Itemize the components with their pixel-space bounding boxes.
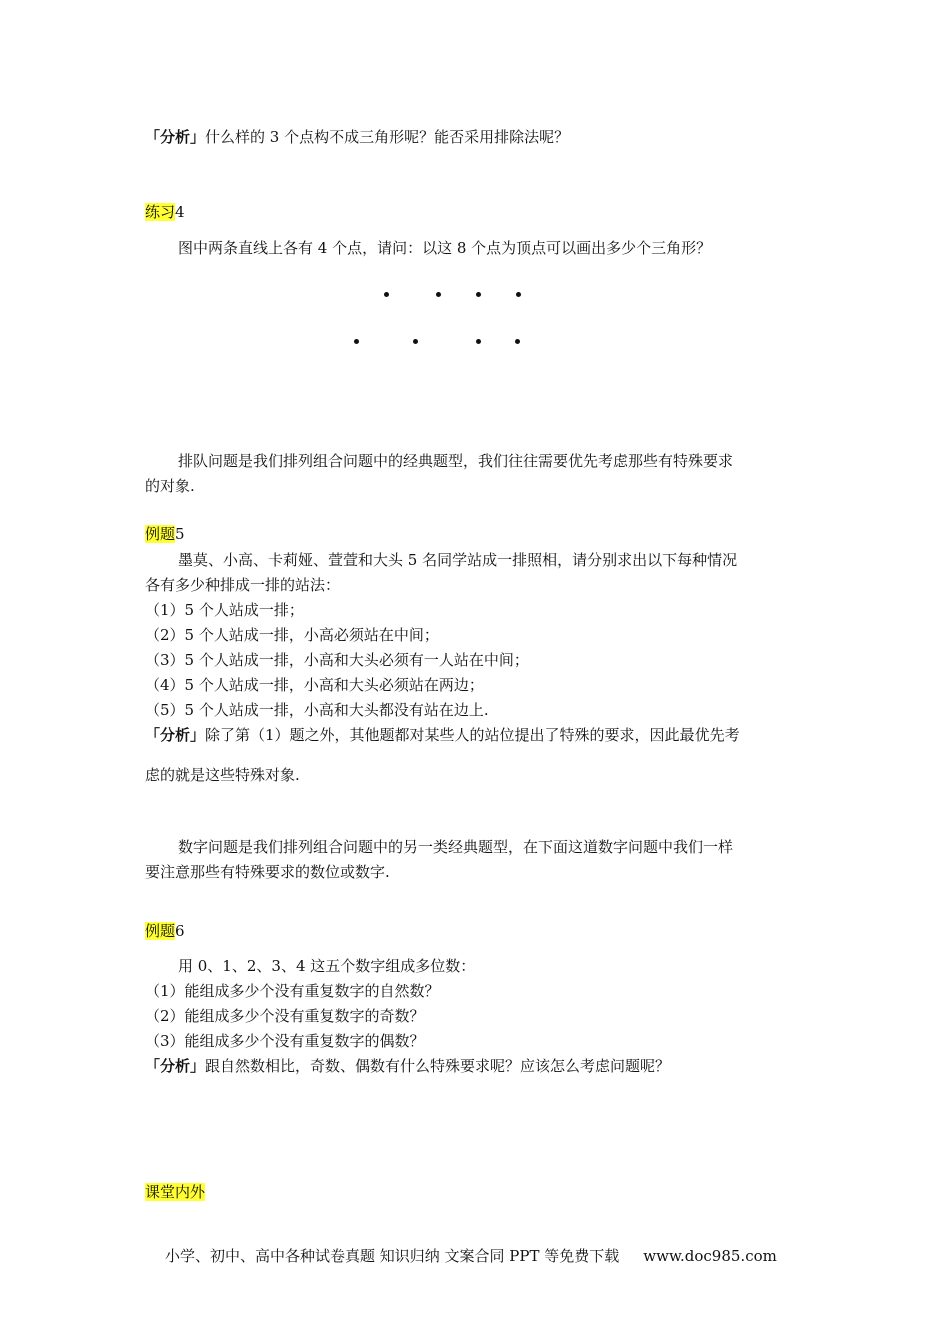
intro-paragraph-2-line-2: 要注意那些有特殊要求的数位或数字. <box>145 863 390 881</box>
example-6-question: 用 0、1、2、3、4 这五个数字组成多位数： <box>178 957 476 975</box>
section-label: 课堂内外 <box>145 1183 206 1201</box>
point <box>413 339 418 344</box>
point <box>384 292 389 297</box>
footer-text: 小学、初中、高中各种试卷真题 知识归纳 文案合同 PPT 等免费下载 <box>165 1247 620 1265</box>
analysis-paragraph <box>145 127 569 147</box>
example-5-question-line-2: 各有多少种排成一排的站法： <box>145 576 341 594</box>
example-5-question-line-1: 墨莫、小高、卡莉娅、萱萱和大头 5 名同学站成一排照相，请分别求出以下每种情况 <box>178 551 738 569</box>
example-label: 例题 <box>145 525 176 543</box>
page-footer <box>165 1246 777 1266</box>
point <box>354 339 359 344</box>
point <box>516 292 521 297</box>
analysis-text: 什么样的 3 个点构不成三角形呢？能否采用排除法呢？ <box>205 128 570 146</box>
example-5-analysis-line-2: 虑的就是这些特殊对象. <box>145 766 300 784</box>
intro-paragraph-1-line-2: 的对象. <box>145 477 195 495</box>
example-number: 6 <box>175 922 185 940</box>
example-label: 例题 <box>145 922 176 940</box>
point <box>476 339 481 344</box>
example-5-item: （4）5 个人站成一排，小高和大头必须站在两边； <box>145 676 484 694</box>
example-6-item: （2）能组成多少个没有重复数字的奇数？ <box>145 1007 425 1025</box>
analysis-text: 除了第（1）题之外，其他题都对某些人的站位提出了特殊的要求，因此最优先考 <box>205 726 740 744</box>
example-5-item: （1）5 个人站成一排； <box>145 601 304 619</box>
point <box>476 292 481 297</box>
example-5-heading <box>145 524 185 544</box>
analysis-label: 「分析」 <box>145 1057 206 1075</box>
analysis-text: 跟自然数相比，奇数、偶数有什么特殊要求呢？应该怎么考虑问题呢？ <box>205 1057 671 1075</box>
analysis-label: 「分析」 <box>145 128 206 146</box>
exercise-4-heading <box>145 202 185 222</box>
example-5-item: （5）5 个人站成一排，小高和大头都没有站在边上. <box>145 701 489 719</box>
exercise-number: 4 <box>175 203 185 221</box>
example-5-item: （3）5 个人站成一排，小高和大头必须有一人站在中间； <box>145 651 529 669</box>
example-6-analysis <box>145 1056 670 1076</box>
point <box>436 292 441 297</box>
intro-paragraph-1-line-1: 排队问题是我们排列组合问题中的经典题型，我们往往需要优先考虑那些有特殊要求 <box>178 452 734 470</box>
example-number: 5 <box>175 525 185 543</box>
exercise-4-question: 图中两条直线上各有 4 个点，请问：以这 8 个点为顶点可以画出多少个三角形？ <box>178 239 712 257</box>
exercise-label: 练习 <box>145 203 176 221</box>
example-6-item: （1）能组成多少个没有重复数字的自然数？ <box>145 982 440 1000</box>
point <box>515 339 520 344</box>
intro-paragraph-2-line-1: 数字问题是我们排列组合问题中的另一类经典题型，在下面这道数字问题中我们一样 <box>178 838 734 856</box>
section-heading <box>145 1182 205 1202</box>
example-5-item: （2）5 个人站成一排，小高必须站在中间； <box>145 626 439 644</box>
example-6-heading <box>145 921 185 941</box>
footer-url[interactable]: www.doc985.com <box>643 1247 777 1265</box>
example-6-item: （3）能组成多少个没有重复数字的偶数？ <box>145 1032 425 1050</box>
analysis-label: 「分析」 <box>145 726 206 744</box>
example-5-analysis-line-1 <box>145 725 740 745</box>
